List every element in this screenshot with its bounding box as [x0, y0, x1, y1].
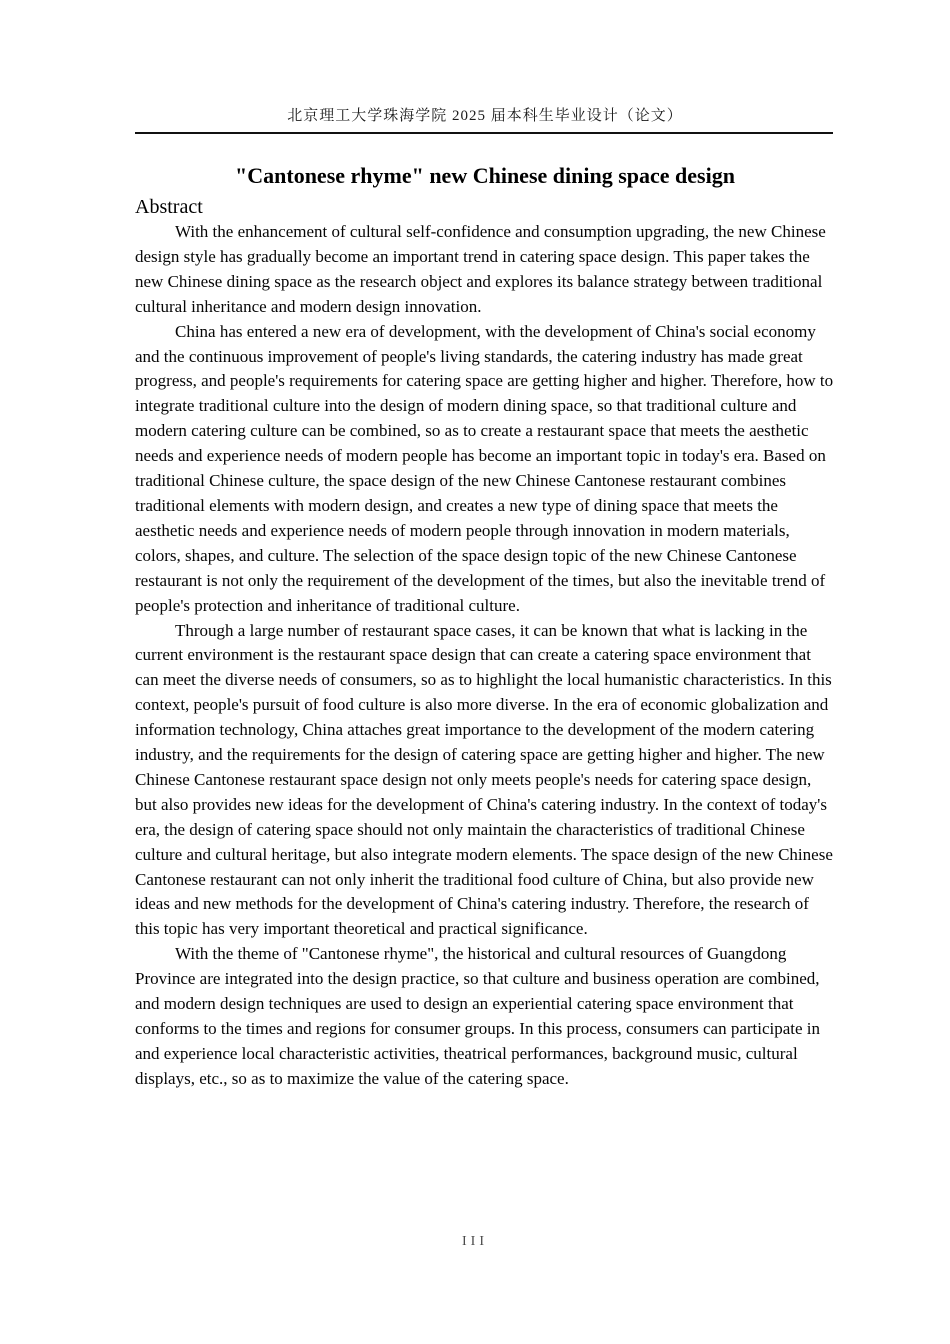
abstract-body — [135, 220, 835, 1092]
abstract-paragraph: With the enhancement of cultural self-confidence and consumption upgrading, the new Chinese design style has gradually become an important trend in catering space design. This paper takes the new Chinese dining space as the research object and explores its balance strategy between traditional cultural inheritance and modern design innovation. — [135, 222, 826, 316]
page-number: III — [462, 1234, 488, 1249]
abstract-paragraph: With the theme of "Cantonese rhyme", the historical and cultural resources of Guangdong Province are integrated into the design practice, so that culture and business operation are combined, and modern design techniques are used to design an experiential catering space environment that conforms to the times and regions for consumer groups. In this process, consumers can participate in and experience local characteristic activities, theatrical performances, background music, cultural displays, etc., so as to maximize the value of the catering space. — [135, 944, 821, 1088]
abstract-paragraph: China has entered a new era of development, with the development of China's social economy and the continuous improvement of people's living standards, the catering industry has made great progress, and people's requirements for catering space are getting higher and higher. Therefore, how to integrate traditional culture into the design of modern dining space, so that traditional culture and modern catering culture can be combined, so as to create a restaurant space that meets the aesthetic needs and experience needs of modern people has become an important topic in today's era. Based on traditional Chinese culture, the space design of the new Chinese Cantonese restaurant combines traditional elements with modern design, and creates a new type of dining space that meets the aesthetic needs and experience needs of modern people through innovation in modern materials, colors, shapes, and culture. The selection of the space design topic of the new Chinese Cantonese restaurant is not only the requirement of the development of the times, but also the inevitable trend of people's protection and inheritance of traditional culture. — [135, 321, 834, 615]
page-header-institution: 北京理工大学珠海学院 2025 届本科生毕业设计（论文） — [287, 108, 683, 124]
abstract-paragraph: Through a large number of restaurant space cases, it can be known that what is lacking in the current environment is the restaurant space design that can create a catering space environment that can meet the diverse needs of consumers, so as to highlight the local humanistic characteristics. In this context, people's pursuit of food culture is also more diverse. In the era of economic globalization and information technology, China attaches great importance to the development of the modern catering industry, and the requirements for the design of catering space are getting higher and higher. The new Chinese Cantonese restaurant space design not only meets people's needs for catering space design, but also provides new ideas for the development of China's catering industry. In the context of today's era, the design of catering space should not only maintain the characteristics of traditional Chinese culture and cultural heritage, but also integrate modern elements. The space design of the new Chinese Cantonese restaurant can not only inherit the traditional food culture of China, but also provide new ideas and new methods for the development of China's catering industry. Therefore, the research of this topic has very important theoretical and practical significance. — [135, 620, 833, 939]
document-title: "Cantonese rhyme" new Chinese dining space design — [235, 163, 735, 188]
header-divider — [135, 132, 833, 134]
abstract-heading: Abstract — [135, 196, 203, 218]
